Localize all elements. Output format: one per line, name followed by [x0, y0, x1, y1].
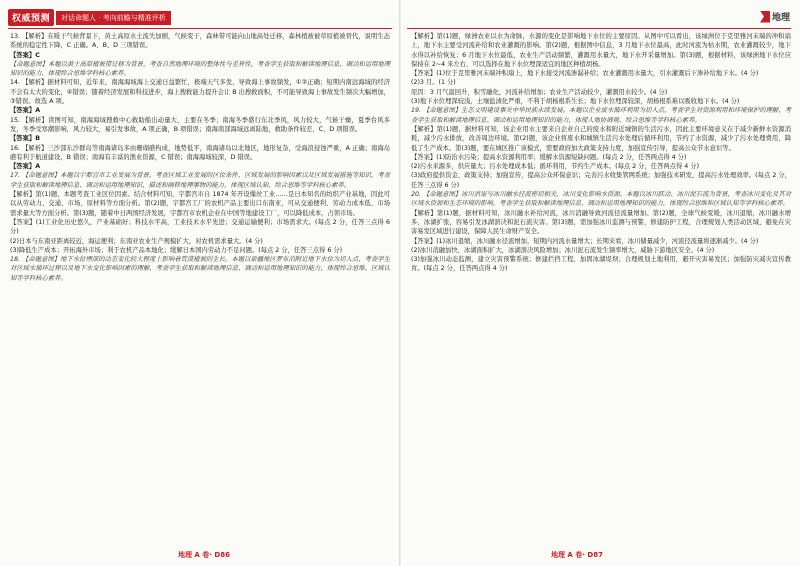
para: 14. 【解析】据材料可知，近年来，南海海域海上交通日益繁忙，极端天气多发，导致海上事故频发，①②正确；短期内南远海域的经济不会有太大的变化，④错误；随着经济发展和科技进步，海上搜救能力提升会让 B 出搜救面积，不可能导致海上事故发生频次大幅增加，③错误。故选 A 项。 [10, 79, 390, 106]
para: (3)加强冰川动态监测，建立灾害预警系统；修建拦挡工程，加固冰湖堤坝；合理规划土地利用，避开灾害易发区；加强防灾减灾宣传教育。(每点 2 分，任答两点得 4 分) [411, 256, 791, 273]
para: 【解析】第(1)题，据材料可知，冰川融水补给河流，冰川消融导致河流径流量增加。第(2)题，全球气候变暖，冰川退缩，冰川融水增多，冰湖扩张，容易引发冰湖溃决和泥石流灾害。第(3)题，需加强冰川监测与预警，修建防护工程，合理规划人类活动区域，避免在灾害易发区域进行建设，保障人民生命财产安全。 [411, 209, 791, 236]
para: (3)政府提供资金、政策支持；加强宣传，提高公众环保意识；完善污水收集管网系统；加强技术研发，提高污水处理效率。(每点 2 分，任答三点得 6 分) [411, 172, 791, 189]
para: 13. 【解析】在暖干气候背景下，黄土高原水土流失加剧，气候变干，森林带可能向山地高处迁移，森林植被被草原植被替代，说明生态系统的稳定性下降，C 正确。A、B、D 三项错误。 [10, 33, 390, 50]
header-rule [407, 28, 791, 29]
header-tagline: 对话命题人 · 考向前瞻与精准评析 [56, 11, 171, 25]
left-footer [178, 550, 230, 560]
para: 【答案】(1)防治水污染；提高水资源利用率；缓解水资源短缺问题。(每点 2 分，任答两点得 4 分) [411, 153, 687, 161]
para: 【答案】(1)冰川退缩，冰川融水径流增加，短期内河流水量增大；长期来看，冰川储量减少，河流径流量将逐渐减少。(4 分) [411, 237, 759, 245]
answer-line: 【答案】C [10, 51, 40, 59]
para: (2)日本与东南亚距离较近，海运便利；东南亚农业生产规模扩大，对农机需求量大。(4 分) [10, 237, 263, 245]
right-body [411, 32, 791, 274]
para: 【命题意图】本题以黄土高原植被带迁移为背景，考查自然地理环境的整体性与差异性，考查学生获取和解读地理信息、调动和运用地理知识的能力，体现综合思维学科核心素养。 [10, 60, 390, 78]
para: (2)污水来源多，供应量大；污水处理成本低；循环利用，节约生产成本。(每点 2 分，任答两点得 4 分) [411, 163, 700, 171]
answer-line: 【答案】A [10, 107, 41, 115]
para: 原因：3 月气温回升，积雪融化，河流补给增加；农业生产活动较少，灌溉用水较少。(4 分) [411, 88, 668, 96]
left-page [0, 0, 399, 566]
para: (3)地下水位埋深较浅，土壤盐渍化严重，不利于胡杨根系生长；地下水位埋深较深，胡杨根系难以吸收地下水。(4 分) [411, 98, 740, 106]
para: (2)冰川消融加快，冰湖面积扩大，冰湖溃决风险增加；冰川泥石流发生频率增大，威胁下游地区安全。(4 分) [411, 246, 715, 254]
para: 【答案】(1)位于克里雅河末端冲积扇上，地下水接受河流渗漏补给；农业灌溉用水量大，引水灌溉后下渗补给地下水。(4 分) [411, 70, 759, 78]
para: (3)降低生产成本；开拓海外市场；利于农机产品本地化；缓解日本国内劳动力不足问题。(每点 2 分，任答三点得 6 分) [10, 246, 343, 254]
subject-label: 地理 [771, 13, 790, 23]
para: 【解析】第(1)题，据材料可知，该企业用水主要来自企业自己的废水和附近城镇的生活污水，因此主要环境意义在于减少新鲜水资源消耗，减少污水排放，改善周边环境。第(2)题，该企业将废水和城镇生活污水处理后循环利用，节约了水资源，减少了污水处理费用，降低了生产成本。第(3)题，要在城区推广该模式，需要政府加大政策支持力度，加强宣传引导，提高公众节水意识等。 [411, 125, 791, 152]
para: 17. 【命题意图】本题以宇都宫市工业发展为背景，考查区域工业发展的区位条件、区域发展的影响因素以及区域发展措施等知识，考查学生获取和解读地理信息、调动和运用地理知识、描述和阐释地理事物的能力，体现区域认知、综合思维等学科核心素养。 [10, 172, 390, 189]
para: (2)3 月。(1 分) [411, 79, 456, 87]
right-footer [551, 550, 603, 560]
para: 【解析】第(1)题，本题考查工业区位因素。结合材料可知，宇都宫市自 1874 年开设缫丝工业……是日本知名的纺织产业基地，因此可以从劳动力、交通、市场、原材料等方面分析。第(2)题，宇都宫工厂的农机产品主要出口东南亚，可从交通便利、劳动力成本低、市场需求量大等方面分析。第(3)题，随着中日两国经济发展，宇都宫市农机企业在中国等地建设工厂，可以降低成本，占领市场。 [10, 191, 390, 217]
para: 18. 【命题意图】地下水位埋深的动态变化较大程度上影响着荒漠植被的生长。本题以新疆地区罗布泊附近地下水位为切入点，考查学生对区域水循环过程以及地下水变化影响因素的理解，考查学生获取和解读地理信息、调动和运用地理知识的能力，体现综合思维、区域认知等学科核心素养。 [10, 256, 390, 282]
left-header [8, 9, 171, 26]
para: 【解析】第(1)题，绿洲农业以水为命脉，水源的变化是影响地下水位的主要原因。从图中可以看出，该绿洲位于克里雅河末端的冲积扇上，地下水主要受河流补给和农业灌溉的影响。第(2)题，根据图中信息，3 月地下水位最高，此时河流为枯水期，农业灌溉较少，地下水得以补给恢复；6 月地下水位最低，农业生产活动频繁，灌溉用水量大，地下水开采量增加。第(3)题，根据材料，该绿洲地下水位应保持在 2~4 米左右，可以选择在地下水位埋深适宜的地区种植胡杨。 [411, 33, 791, 68]
answer-line: 【答案】A [10, 163, 41, 171]
answer-line: 【答案】B [10, 135, 40, 143]
para: 20. 【命题意图】冰川消退与冰川融水径流密切相关，冰川变化影响水资源。本题以冰川跃动、冰川泥石流为背景，考查冰川变化及其对区域水资源和生态环境的影响，考查学生获取和解读地理信息、调动和运用地理知识的能力，体现综合思维和区域认知等学科核心素养。 [411, 191, 791, 208]
footer-label: 地理 A 卷 [178, 551, 210, 559]
subject-tab [760, 10, 790, 23]
left-body [10, 32, 390, 283]
para: 19. 【命题意图】生态文明建设事关中华民族永续发展。本题以企业废水循环利用为切入点，考查学生对资源利用和环境保护的理解，考查学生获取和解读地理信息、调动和运用地理知识的能力，体现人地协调观、综合思维等学科核心素养。 [411, 107, 791, 124]
footer-label: 地理 A 卷 [551, 551, 583, 559]
subject-tab-icon [760, 11, 770, 23]
para: 【答案】(1)工业化历史悠久，产业基础好；科技水平高，工业技术水平先进；交通运输便利；市场需求大。(每点 2 分，任答三点得 6 分) [10, 218, 390, 236]
footer-page-number: · D87 [582, 551, 603, 559]
right-page [401, 0, 800, 566]
para: 16. 【解析】三沙部东沙群岛等南海诸岛多由珊瑚礁构成，地势低平，南海诸岛以北地区，地形复杂，受海浪侵蚀严重，A 正确；南海岛礁有利于航道建设，B 错误；南海有丰富的渔业资源，C 错误；南海海域较深，D 错误。 [10, 144, 390, 161]
footer-page-number: · D86 [209, 551, 230, 559]
header-rule [8, 28, 392, 29]
series-badge: 权威预测 [8, 9, 54, 26]
para: 15. 【解析】读图可知，南海海域搜救中心救助船出动量大，主要在冬季；南海冬季盛行东北季风，风力较大，气候干燥，夏季台风多发，冬季受寒潮影响，风力较大，易引发事故，A 项正确，B 项错误；南海南部海域远离陆地，救助条件较差，C、D 项错误。 [10, 116, 390, 133]
